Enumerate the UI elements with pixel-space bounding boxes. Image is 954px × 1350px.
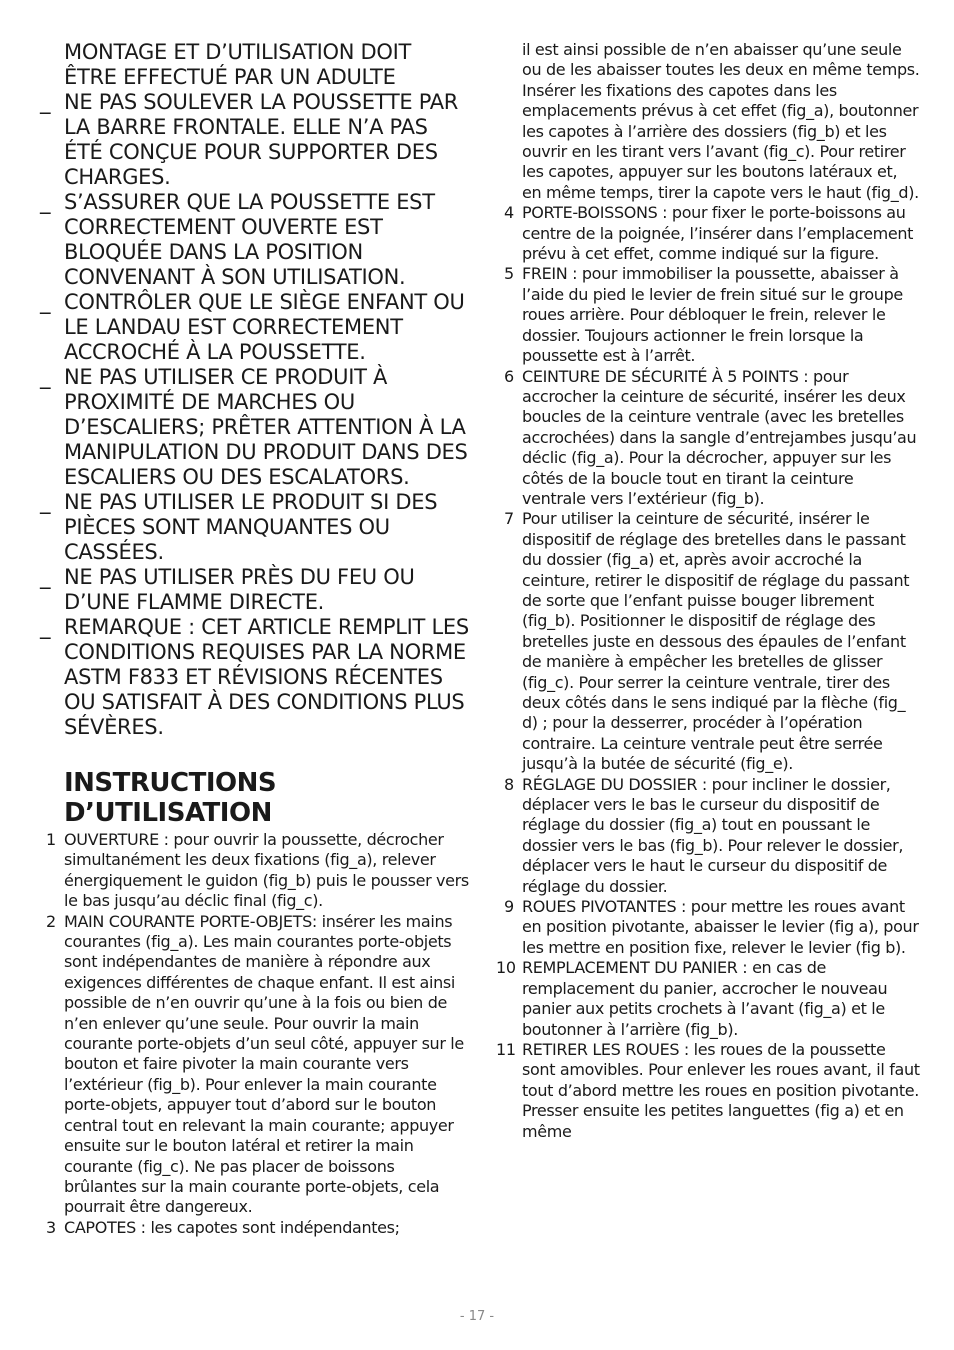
step-text: REMPLACEMENT DU PANIER : en cas de remplacement du panier, accrocher le nouveau panier aux petits crochets à l’avant (fig_a) et le boutonner à l’arrière (fig_b). <box>522 958 888 1039</box>
step-item <box>494 203 920 264</box>
step-text: Pour utiliser la ceinture de sécurité, insérer le dispositif de réglage des bretelles dans le passant du dossier (fig_a) et, après avoir accroché la ceinture, retirer le dispositif de réglage du passant de sorte que l’enfant puisse bouger librement (fig_b). Positionner le dispositif de réglage des bretelles juste en dessous des épaules de l’enfant de manière à empêcher les bretelles de glisser (fig_c). Pour serrer la ceinture ventrale, tirer des deux côtés dans le sens indiqué par la flèche (fig_ d) ; pour la desserrer, procéder à l’opération contraire. La ceinture ventrale peut être serrée jusqu’à la butée de sécurité (fig_e). <box>522 509 910 774</box>
step-item <box>494 775 920 897</box>
step-text: MAIN COURANTE PORTE-OBJETS: insérer les mains courantes (fig_a). Les main courantes porte-objets sont indépendantes de manière à répondre aux exigences différentes de chaque enfant. Il est ainsi possible de n’en ouvrir qu’une à la fois ou bien de n’en enlever qu’une seule. Pour ouvrir la main courante porte-objets d’un seul côté, appuyer sur le bouton et faire pivoter la main courante vers l’extérieur (fig_b). Pour enlever la main courante porte-objets, appuyer tout d’abord sur le bouton central tout en relevant la main courante; appuyer ensuite sur le bouton latéral et retirer la main courante (fig_c). Ne pas placer de boissons brûlantes sur la main courante porte-objets, cela pourrait être dangereux. <box>64 911 464 1217</box>
step-item <box>494 1040 920 1142</box>
step-text: ROUES PIVOTANTES : pour mettre les roues avant en position pivotante, abaisser le levier (fig a), pour les mettre en position fixe, relever le levier (fig b). <box>522 897 919 957</box>
warning-marker: _ <box>40 565 51 589</box>
step-item <box>494 958 920 1040</box>
warning-text: REMARQUE : CET ARTICLE REMPLIT LES CONDITIONS REQUISES PAR LA NORME ASTM F833 ET RÉVISIONS RÉCENTES OU SATISFAIT À DES CONDITIONS PLUS SÉVÈRES. <box>64 615 469 739</box>
warning-item <box>40 565 470 615</box>
step-item <box>40 830 470 912</box>
right-column <box>494 40 920 1142</box>
warning-marker: _ <box>40 615 51 639</box>
warning-text: NE PAS UTILISER CE PRODUIT À PROXIMITÉ DE MARCHES OU D’ESCALIERS; PRÊTER ATTENTION À LA MANIPULATION DU PRODUIT DANS DES ESCALIERS OU DES ESCALATORS. <box>64 365 468 489</box>
section-title: INSTRUCTIONS D’UTILISATION <box>64 768 277 828</box>
warning-text: CONTRÔLER QUE LE SIÈGE ENFANT OU LE LANDAU EST CORRECTEMENT ACCROCHÉ À LA POUSSETTE. <box>64 290 465 364</box>
warnings-list <box>40 40 470 740</box>
warning-item <box>40 90 470 190</box>
warning-text: NE PAS SOULEVER LA POUSSETTE PAR LA BARRE FRONTALE. ELLE N’A PAS ÉTÉ CONÇUE POUR SUPPORTER DES CHARGES. <box>64 90 459 189</box>
warning-item <box>40 490 470 565</box>
step-item <box>494 897 920 958</box>
warning-text: NE PAS UTILISER LE PRODUIT SI DES PIÈCES SONT MANQUANTES OU CASSÉES. <box>64 490 438 564</box>
step-text: CAPOTES : les capotes sont indépendantes; <box>64 1217 400 1237</box>
warning-item <box>40 365 470 490</box>
step-text: RETIRER LES ROUES : les roues de la poussette sont amovibles. Pour enlever les roues avant, il faut tout d’abord mettre les roues en position pivotante. Presser ensuite les petites languettes (fig a) et en même <box>522 1039 920 1141</box>
step-item <box>40 912 470 1218</box>
warning-item <box>40 290 470 365</box>
warning-item <box>40 40 470 90</box>
warning-marker <box>40 40 64 90</box>
step-text: RÉGLAGE DU DOSSIER : pour incliner le dossier, déplacer vers le bas le curseur du dispositif de réglage du dossier (fig_a) tout en poussant le dossier vers le bas (fig_b). Pour relever le dossier, déplacer vers le haut le curseur du dispositif de réglage du dossier. <box>522 774 904 896</box>
step-number: 5 <box>504 264 514 284</box>
step-text: OUVERTURE : pour ouvrir la poussette, décrocher simultanément les deux fixations (fig_a), relever énergiquement le guidon (fig_b) puis le pousser vers le bas jusqu’au déclic final (fig_c). <box>64 830 469 911</box>
step-number: 10 <box>496 958 516 978</box>
step-item <box>494 367 920 510</box>
step-item <box>40 1218 470 1238</box>
step-3-continuation: il est ainsi possible de n’en abaisser qu’une seule ou de les abaisser toutes les deux en même temps. Insérer les fixations des capotes dans les emplacements prévus à cet effet (fig_a), boutonner les capotes à l’arrière des dossiers (fig_b) et les ouvrir en les tirant vers l’avant (fig_c). Pour retirer les capotes, appuyer sur les boutons latéraux et, en même temps, tirer la capote vers le haut (fig_d). <box>522 40 920 202</box>
warning-item <box>40 190 470 290</box>
warning-marker: _ <box>40 365 51 389</box>
warning-marker: _ <box>40 190 51 214</box>
step-number: 9 <box>504 897 514 917</box>
step-number: 7 <box>504 509 514 529</box>
step-number: 8 <box>504 774 514 794</box>
left-steps-list <box>40 830 470 1238</box>
right-steps-list <box>494 203 920 1142</box>
step-number: 2 <box>46 911 56 931</box>
warning-marker: _ <box>40 490 51 514</box>
warning-text: NE PAS UTILISER PRÈS DU FEU OU D’UNE FLAMME DIRECTE. <box>64 565 415 614</box>
left-column <box>40 40 470 1238</box>
warning-marker: _ <box>40 90 51 114</box>
warning-marker: _ <box>40 290 51 314</box>
step-number: 11 <box>496 1039 516 1059</box>
warning-text: S’ASSURER QUE LA POUSSETTE EST CORRECTEMENT OUVERTE EST BLOQUÉE DANS LA POSITION CONVENANT À SON UTILISATION. <box>64 190 435 289</box>
step-text: FREIN : pour immobiliser la poussette, abaisser à l’aide du pied le levier de frein situé sur le groupe roues arrière. Pour débloquer le frein, relever le dossier. Toujours actionner le frein lorsque la poussette est à l’arrêt. <box>522 264 903 366</box>
step-number: 6 <box>504 366 514 386</box>
warning-text: MONTAGE ET D’UTILISATION DOIT ÊTRE EFFECTUÉ PAR UN ADULTE <box>64 40 412 89</box>
step-item <box>494 509 920 774</box>
step-number: 1 <box>46 830 56 849</box>
step-text: PORTE-BOISSONS : pour fixer le porte-boissons au centre de la poignée, l’insérer dans l’emplacement prévu à cet effet, comme indiqué sur la figure. <box>522 203 914 264</box>
step-text: CEINTURE DE SÉCURITÉ À 5 POINTS : pour accrocher la ceinture de sécurité, insérer les deux boucles de la ceinture ventrale (avec les bretelles accrochées) dans la sangle d’entrejambes jusqu’au déclic (fig_a). Pour la décrocher, appuyer sur les côtés de la boucle tout en tirant la ceinture ventrale vers l’extérieur (fig_b). <box>522 366 917 508</box>
warning-item <box>40 615 470 740</box>
step-number: 3 <box>46 1217 56 1237</box>
page-number: - 17 - <box>459 1309 495 1324</box>
step-item <box>494 264 920 366</box>
step-number: 4 <box>504 203 514 223</box>
